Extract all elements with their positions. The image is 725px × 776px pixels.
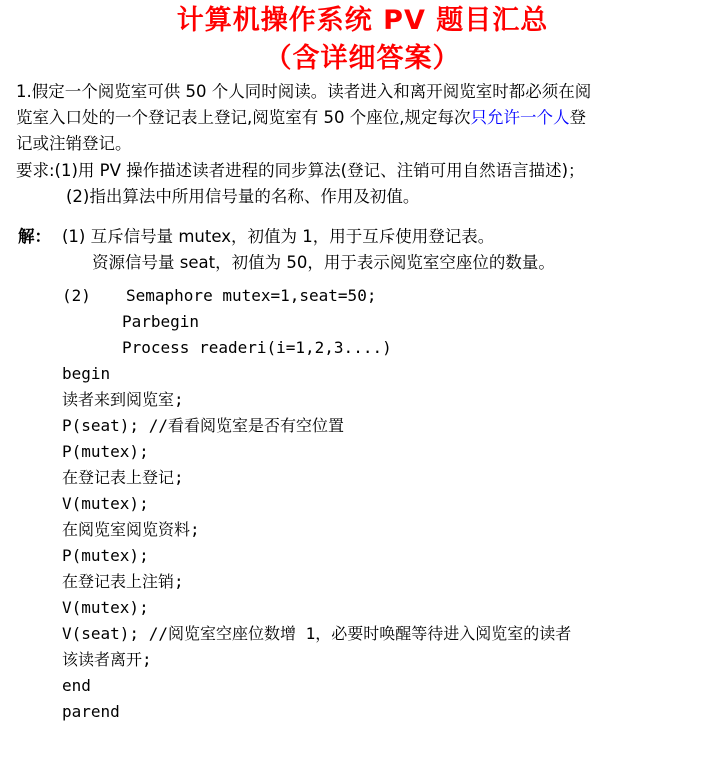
code-line: P(seat); //看看阅览室是否有空位置 (62, 416, 344, 435)
code-line: P(mutex); (62, 546, 149, 565)
code-line: begin (62, 364, 111, 383)
solution-label: 解： (18, 227, 51, 246)
question-line-2-text: 览室入口处的一个登记表上登记,阅览室有 50 个座位,规定每次 (16, 108, 471, 127)
code-line: Process readeri(i=1,2,3....) (122, 338, 392, 357)
code-line: 读者来到阅览室; (62, 390, 184, 409)
code-line: 在阅览室阅览资料; (62, 520, 200, 539)
question-highlight: 只允许一个人 (470, 108, 570, 127)
solution-part2-number: (2) (62, 286, 91, 305)
document-title: 计算机操作系统 PV 题目汇总 (176, 5, 549, 36)
code-line: V(mutex); (62, 494, 149, 513)
question-line-2-tail: 登 (569, 108, 586, 127)
question-line-3: 记或注销登记。 (16, 134, 132, 153)
document-subtitle: （含详细答案） (264, 43, 461, 74)
requirement-1: 要求:(1)用 PV 操作描述读者进程的同步算法(登记、注销可用自然语言描述)； (16, 161, 585, 180)
code-line: V(seat); //阅览室空座位数增 1，必要时唤醒等待进入阅览室的读者 (62, 624, 572, 643)
code-line: end (62, 676, 91, 695)
code-line: parend (62, 702, 120, 721)
code-line: V(mutex); (62, 598, 149, 617)
solution-part1-line2: 资源信号量 seat，初值为 50，用于表示阅览室空座位的数量。 (92, 253, 555, 272)
code-line: 在登记表上注销; (62, 572, 184, 591)
code-line: Parbegin (122, 312, 200, 331)
code-line: Semaphore mutex=1,seat=50; (126, 286, 377, 305)
question-line-2 (16, 105, 716, 131)
requirement-2: (2)指出算法中所用信号量的名称、作用及初值。 (66, 187, 420, 206)
code-line: 该读者离开; (62, 650, 152, 669)
solution-part1-line1: (1) 互斥信号量 mutex，初值为 1，用于互斥使用登记表。 (62, 227, 495, 246)
code-line: P(mutex); (62, 442, 149, 461)
code-line: 在登记表上登记; (62, 468, 184, 487)
question-line-1: 1.假定一个阅览室可供 50 个人同时阅读。读者进入和离开阅览室时都必须在阅 (16, 82, 592, 101)
